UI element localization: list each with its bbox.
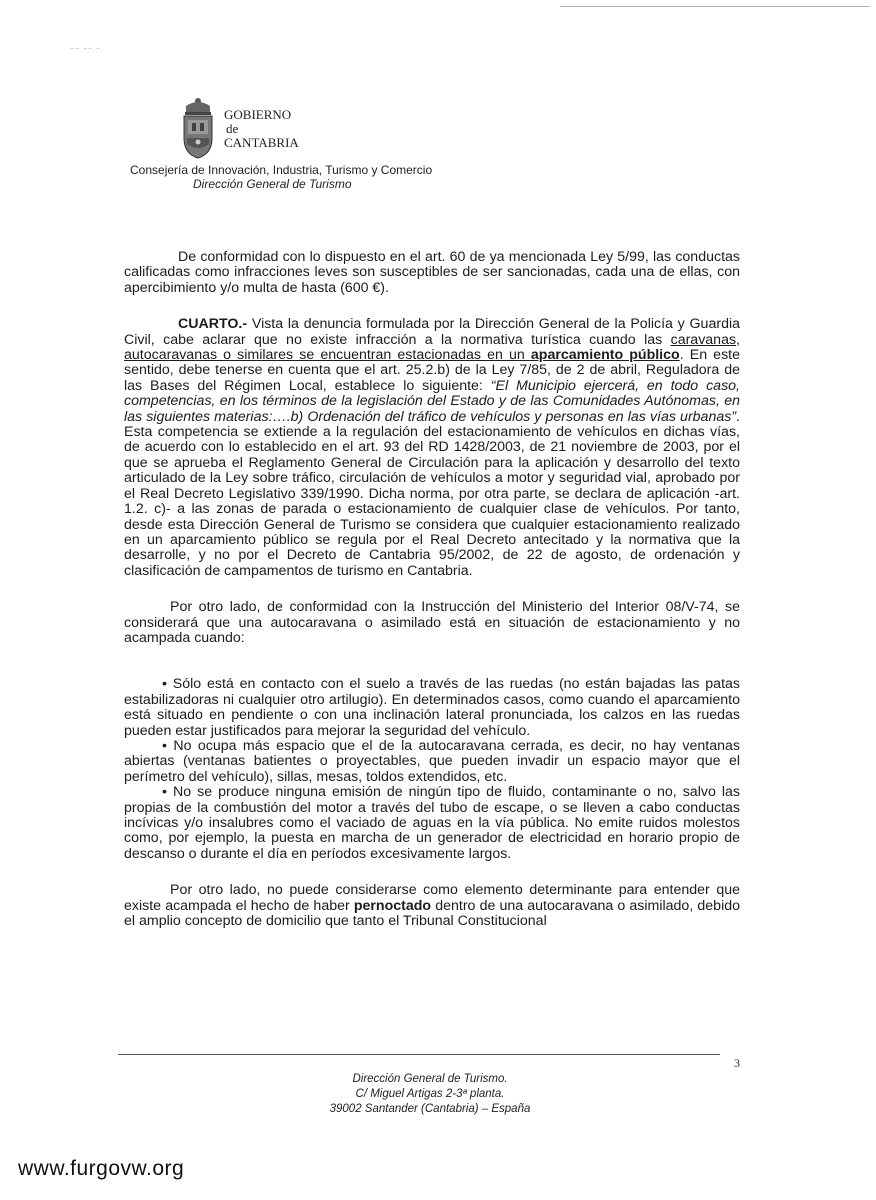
- footer-divider: [118, 1054, 720, 1055]
- document-body: [124, 250, 740, 929]
- pernoctado-text-2: dentro de una autocaravana o asimilado, debido el amplio concepto de domicilio que tanto el Tribunal Constitucional: [124, 897, 740, 930]
- watermark-url: www.furgovw.org: [18, 1157, 185, 1180]
- government-name: [224, 108, 299, 150]
- direccion-general-header: Dirección General de Turismo: [193, 177, 352, 191]
- consejeria-name: Consejería de Innovación, Industria, Turismo y Comercio: [130, 163, 433, 177]
- government-line-2: de: [226, 121, 239, 136]
- paragraph-ley-5-99: De conformidad con lo dispuesto en el art. 60 de ya mencionada Ley 5/99, las conductas calificadas como infracciones leves son susceptibles de ser sancionadas, cada una de ellas, con apercibimiento y/o multa de hasta (600 €).: [124, 249, 740, 296]
- footer-line-3: 39002 Santander (Cantabria) – España: [329, 1103, 531, 1115]
- aparcamiento-publico-emphasis: aparcamiento público: [530, 347, 680, 364]
- cuarto-text-1: Vista la denuncia formulada por la Dirección General de la Policía y Guardia Civil, cabe aclarar que no existe infracción a la normativa turística cuando las: [124, 316, 740, 348]
- pernoctado-text-1: Por otro lado, no puede considerarse como elemento determinante para entender que existe acampada el hecho de haber: [124, 882, 740, 914]
- cuarto-underlined-text: caravanas, autocaravanas o similares se encuentran estacionadas en un: [124, 331, 740, 364]
- paragraph-instruccion: Por otro lado, de conformidad con la Instrucción del Ministerio del Interior 08/V-74, se considerará que una autocaravana o asimilado está en situación de estacionamiento y no acampada cuando:: [124, 599, 740, 646]
- government-line-3: CANTABRIA: [224, 135, 299, 150]
- cuarto-text-2: . En este sentido, debe tenerse en cuenta que el art. 25.2.b) de la Ley 7/85, de 2 de abril, Reguladora de las Bases del Régimen Local, establece lo siguiente:: [124, 347, 741, 394]
- cuarto-heading: CUARTO.-: [178, 316, 248, 333]
- footer-line-1: Dirección General de Turismo.: [352, 1073, 508, 1085]
- cuarto-text-3: . Esta competencia se extiende a la regulación del estacionamiento de vehículos en dichas vías, de acuerdo con lo establecido en el art. 93 del RD 1428/2003, de 21 noviembre de 2003, por el que se aprueba el Reglamento General de Circulación para la aplicación y desarrollo del texto articulado de la Ley sobre tráfico, circulación de vehículos a motor y seguridad vial, aprobado por el Real Decreto Legislativo 339/1990. Dicha norma, por otra parte, se declara de aplicación -art. 1.2. c)- a las zonas de parada o estacionamiento de cualquier clase de vehículos. Por tanto, desde esta Dirección General de Turismo se considera que cualquier estacionamiento realizado en un aparcamiento público se regula por el Real Decreto antecitado y la normativa que la desarrolle, y no por el Decreto de Cantabria 95/2002, de 22 de agosto, de ordenación y clasificación de campamentos de turismo en Cantabria.: [124, 408, 740, 579]
- bullet-item: • Sólo está en contacto con el suelo a través de las ruedas (no están bajadas las patas estabilizadoras ni cualquier otro artilugio). En determinados casos, como cuando el aparcamiento está situado en pendiente o con una inclinación lateral pronunciada, los calzos en las ruedas pueden estar justificados para mejorar la seguridad del vehículo.: [124, 676, 740, 739]
- bullet-item: • No se produce ninguna emisión de ningún tipo de fluido, contaminante o no, salvo las propias de la combustión del motor a través del tubo de escape, o se lleven a cabo conductas incívicas y/o insalubres como el vaciado de aguas en la vía pública. No emite ruidos molestos como, por ejemplo, la puesta en marcha de un generador de electricidad en horario propio de descanso o durante el día en períodos excesivamente largos.: [124, 784, 740, 862]
- ley-7-85-quote: “El Municipio ejercerá, en todo caso, competencias, en los términos de la legislación del Estado y de las Comunidades Autónomas, en las siguientes materias:….b) Ordenación del tráfico de vehículos y personas en las vías urbanas”: [124, 377, 741, 425]
- bullet-item: • No ocupa más espacio que el de la autocaravana cerrada, es decir, no hay ventanas abiertas (ventanas batientes o proyectables, que pueden invadir un espacio mayor que el perímetro del vehículo), sillas, mesas, toldos extendidos, etc.: [124, 737, 740, 785]
- paragraph-pernoctado: [124, 883, 740, 929]
- pernoctado-emphasis: pernoctado: [353, 897, 432, 914]
- footer-address: [300, 1072, 560, 1117]
- top-edge-line: [560, 6, 870, 7]
- page-number: 3: [734, 1056, 740, 1070]
- government-line-1: GOBIERNO: [224, 107, 292, 122]
- cantabria-crest-icon: [178, 96, 218, 160]
- footer-line-2: C/ Miguel Artigas 2-3ª planta.: [355, 1088, 505, 1100]
- margin-mark: ~~ ~~ ~: [70, 46, 102, 53]
- bullet-list: [124, 677, 740, 862]
- paragraph-cuarto: [124, 317, 740, 579]
